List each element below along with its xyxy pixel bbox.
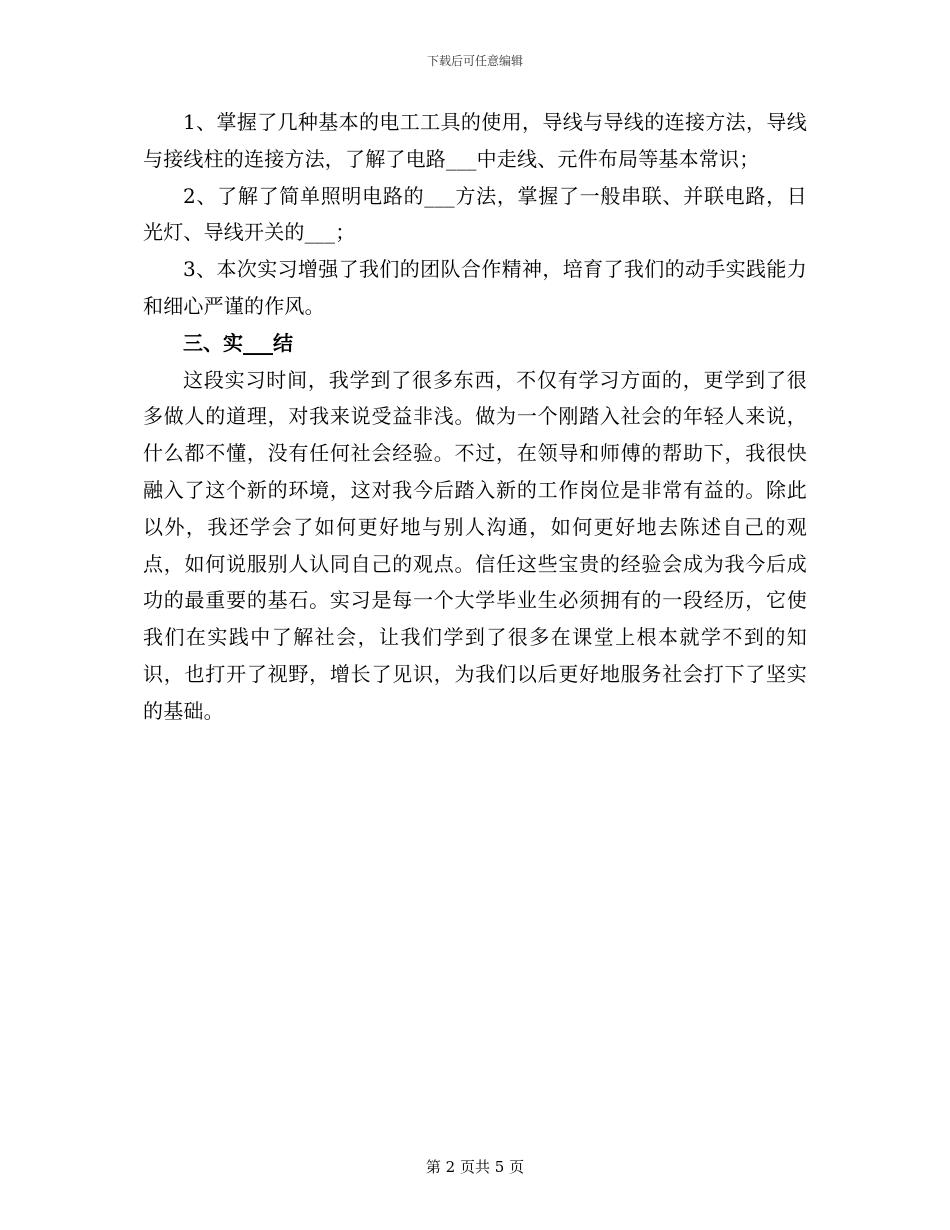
page-footer: 第 2 页共 5 页 xyxy=(425,1158,525,1176)
section-heading: 三、实___结 xyxy=(183,330,293,355)
paragraph-item-3: 3、本次实习增强了我们的团队合作精神，培育了我们的动手实践能力和细心严谨的作风。 xyxy=(143,257,807,318)
paragraph-summary: 这段实习时间，我学到了很多东西，不仅有学习方面的，更学到了很多做人的道理，对我来说受益非浅。做为一个刚踏入社会的年轻人来说，什么都不懂，没有任何社会经验。不过，在领导和师傅的帮助下，我很快融入了这个新的环境，这对我今后踏入新的工作岗位是非常有益的。除此以外，我还学会了如何更好地与别人沟通，如何更好地去陈述自己的观点，如何说服别人认同自己的观点。信任这些宝贵的经验会成为我今后成功的最重要的基石。实习是每一个大学毕业生必须拥有的一段经历，它使我们在实践中了解社会，让我们学到了很多在课堂上根本就学不到的知识，也打开了视野，增长了见识，为我们以后更好地服务社会打下了坚实的基础。 xyxy=(143,367,807,723)
document-body xyxy=(143,104,807,730)
paragraph-item-2: 2、了解了简单照明电路的___方法，掌握了一般串联、并联电路，日光灯、导线开关的___； xyxy=(143,183,807,245)
paragraph-item-1: 1、掌握了几种基本的电工工具的使用，导线与导线的连接方法，导线与接线柱的连接方法，了解了电路___中走线、元件布局等基本常识； xyxy=(143,110,807,171)
page-header: 下载后可任意编辑 xyxy=(426,54,523,68)
